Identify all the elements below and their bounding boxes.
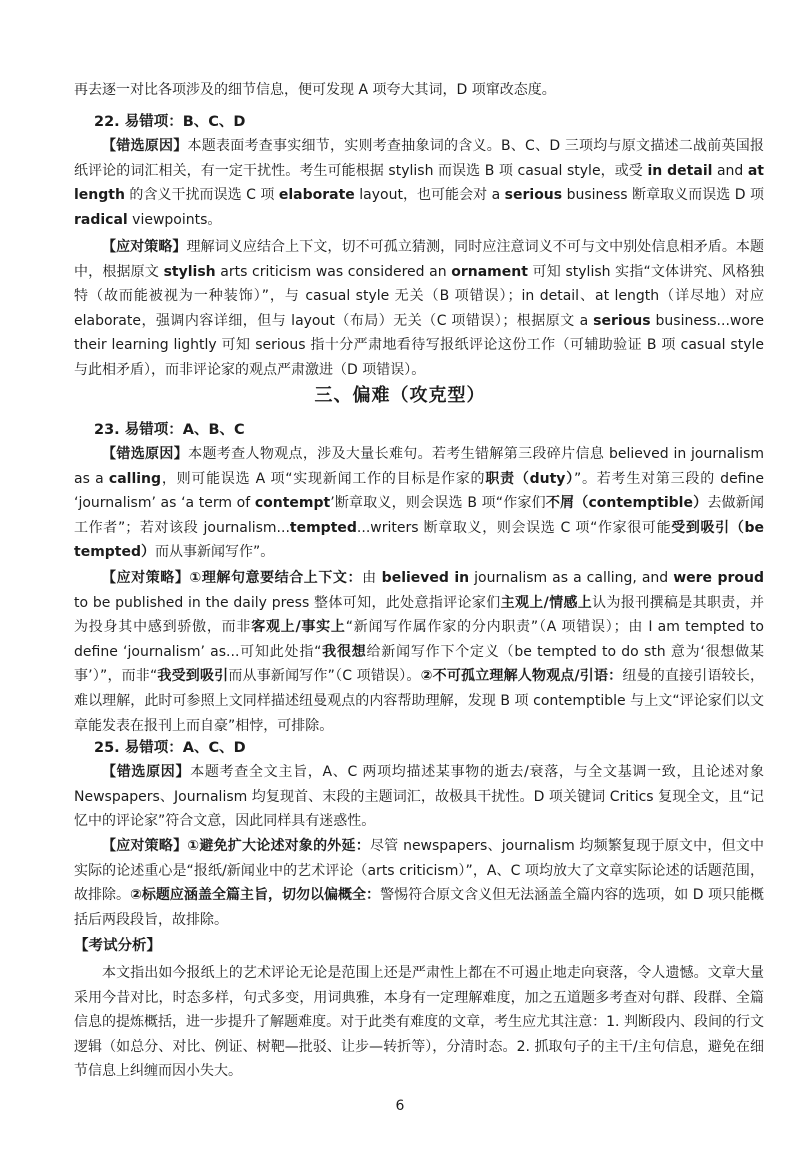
q25-reason [74,760,764,834]
text: ...writers 断章取义，则会误选 C 项“作家很可能 [356,519,672,536]
analysis-body: 本文指出如今报纸上的艺术评论无论是范围上还是严肃性上都在不可遏止地走向衰落，令人遗憾。文章大量采用今昔对比，时态多样，句式多变，用词典雅，本身有一定理解难度，加之五道题多考查对句群、段群、全篇信息的提炼概括，进一步提升了解题难度。对于此类有难度的文章，考生应尤其注意：1. 判断段内、段间的行文逻辑（如总分、对比、例证、树靶—批驳、让步—转折等），分清时态。2. 抓取句子的主干/主句信息，避免在细节信息上纠缠而因小失大。 [74,965,764,1080]
reason-tag: 【错选原因】 [102,138,188,154]
bold-text: 我受到吸引 [157,668,229,685]
bold-text: stylish [163,263,216,280]
q25-heading: 25. 易错项：A、C、D [94,740,246,756]
bold-text: in detail [647,162,713,179]
text: “新闻写作属作家的分内职责”（A 项错误）；由 I am tempted to define ‘journalism’ as...可知此处指“ [74,619,764,660]
bold-text: 受到吸引（be tempted） [74,519,764,561]
text: and [712,162,748,179]
text: business 断章取义而误选 D 项 [562,187,764,204]
strategy-tag: 【应对策略】 [102,570,190,586]
bold-text: ornament [451,263,528,280]
text: 本题考查全文主旨，A、C 两项均描述某事物的逝去/衰落，与全文基调一致，且论述对象 Newspapers、Journalism 均复现首、末段的主题词汇，故极具干扰性。D 项关键词 Critics 复现全文，且“记忆中的评论家”符合文意，因此同样具有迷惑性。 [74,764,764,830]
q23-strategy [74,566,764,738]
text: 由 [362,570,382,586]
section-title: 三、偏难（攻克型） [314,385,486,406]
q23-reason [74,442,764,565]
text: 尽管 newspapers、journalism 均频繁复现于原文中，但文中实际的论述重心是“报纸/新闻业中的艺术评论（arts criticism）”，A、C 项均放大了文章实际论述的话题范围，故排除。 [74,838,764,904]
q22-strategy [74,235,764,383]
q22-reason [74,134,764,232]
bold-text: calling [108,470,162,487]
q25-strategy [74,834,764,932]
bold-text: ①避免扩大论述对象的外延： [187,838,370,854]
bold-text: elaborate [278,187,355,204]
q23-heading: 23. 易错项：A、B、C [94,422,245,438]
text: 而从事新闻写作”。 [155,544,275,561]
text: business...wore their learning lightly 可知 serious 指十分严肃地看待写报纸评论这份工作（可辅助验证 B 项 casual style 与此相矛盾），而非评论家的观点严肃激进（D 项错误）。 [74,312,764,378]
bold-text: ②不可孤立理解人物观点/引语： [420,668,623,685]
text: 认为报刊撰稿是其职责，并为投身其中感到骄傲，而非 [74,594,764,636]
bold-text: ②标题应涵盖全篇主旨，切勿以偏概全： [130,887,381,904]
bold-text: 不屑（contemptible） [545,495,708,512]
text: 而从事新闻写作”（C 项错误）。 [228,668,421,685]
bold-text: serious [593,312,651,329]
text: 给新闻写作下个定义（be tempted to do sth 意为‘很想做某事’）”，而非“ [74,643,765,685]
text: ’断章取义，则会误选 B 项“作家们 [330,495,546,512]
text: 本题考查人物观点，涉及大量长难句。若考生错解第三段碎片信息 believed in journalism as a [74,446,765,487]
text: 纽曼的直接引语较长，难以理解，此时可参照上文同样描述纽曼观点的内容帮助理解，发现 B 项 contemptible 与上文“评论家们以文章能发表在报刊上而自豪”相悖，可排除。 [74,668,765,734]
text: 本题表面考查事实细节，实则考查抽象词的含义。B、C、D 三项均与原文描述二战前英国报纸评论的词汇相关，有一定干扰性。考生可能根据 stylish 而误选 B 项 casual style，或受 [74,138,765,179]
page-number: 6 [395,1098,405,1114]
text: 可知 stylish 实指“文体讲究、风格独特（故而能被视为一种装饰）”，与 casual style 无关（B 项错误）；in detail、at length（详尽地）对应 elaborate，强调内容详细，但与 layout（布局）无关（C 项错误）；根据原文 a [74,263,764,329]
text: 理解词义应结合上下文，切不可孤立猜测，同时应注意词义不可与文中别处信息相矛盾。本题中，根据原文 [74,239,765,280]
reason-tag: 【错选原因】 [102,446,189,462]
text: ，则可能误选 A 项“实现新闻工作的目标是作家的 [161,470,486,487]
bold-text: radical [74,211,128,228]
bold-text: serious [504,187,563,204]
bold-text: 主观上/情感上 [500,594,593,611]
bold-text: ①理解句意要结合上下文： [189,570,363,586]
text: journalism as a calling, and [469,570,674,586]
text: 警惕符合原文含义但无法涵盖全篇内容的选项，如 D 项只能概括后两段段旨，故排除。 [74,887,765,928]
bold-text: believed in [381,570,470,586]
reason-tag: 【错选原因】 [102,764,191,780]
strategy-tag: 【应对策略】 [102,239,187,255]
bold-text: 我很想 [321,643,367,660]
q22-heading: 22. 易错项：B、C、D [94,114,246,130]
text: 去做新闻工作者”；若对该段 journalism... [74,495,764,536]
bold-text: contempt [254,495,331,512]
strategy-tag: 【应对策略】 [102,838,188,854]
text: viewpoints。 [127,211,222,228]
text: ”。若考生对第三段的 define ‘journalism’ as ‘a term of [74,470,764,512]
bold-text: at length [74,162,764,204]
text: 的含义干扰而误选 C 项 [124,187,279,204]
text: arts criticism was considered an [215,263,452,280]
bold-text: 职责（duty） [485,470,574,487]
bold-text: 客观上/事实上 [251,619,346,636]
analysis-heading: 【考试分析】 [74,938,161,954]
text: layout，也可能会对 a [354,187,505,204]
bold-text: tempted [289,519,357,536]
bold-text: were proud [673,570,765,586]
continuation-paragraph: 再去逐一对比各项涉及的细节信息，便可发现 A 项夸大其词，D 项窜改态度。 [74,82,556,98]
text: to be published in the daily press 整体可知，此处意指评论家们 [74,594,501,611]
